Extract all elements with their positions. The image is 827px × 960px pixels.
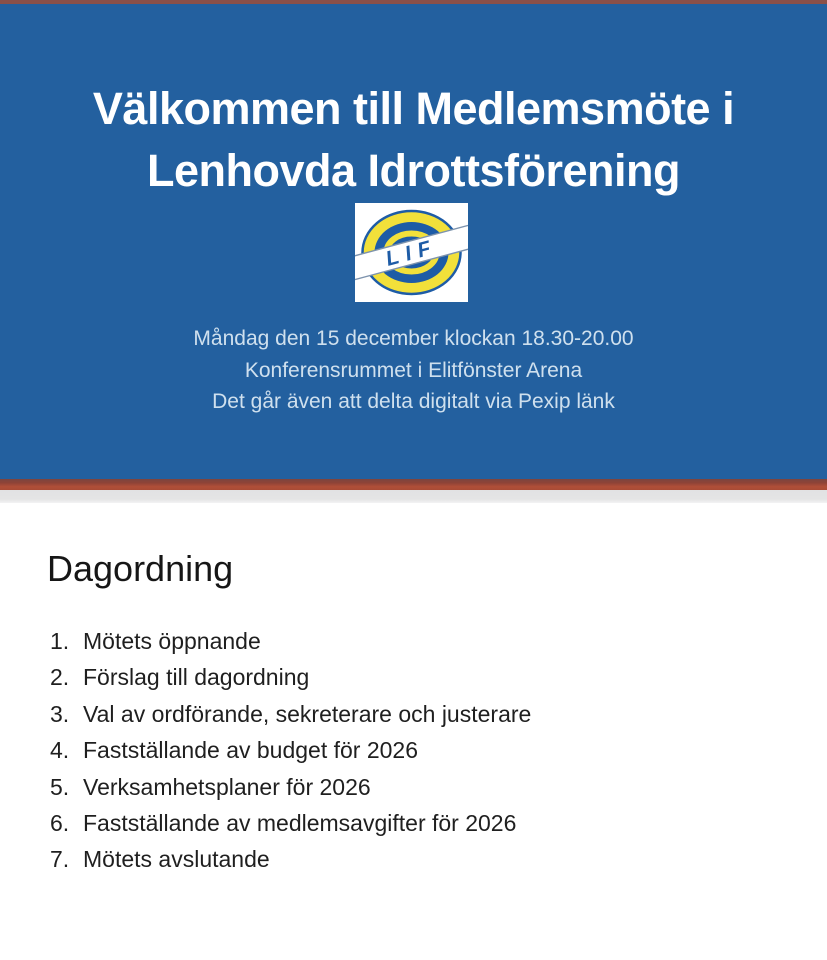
agenda-item-number: 7. (50, 846, 70, 873)
agenda-item-text: Fastställande av budget för 2026 (83, 737, 419, 764)
agenda-list (50, 623, 780, 878)
agenda-item-text: Val av ordförande, sekreterare och justerare (83, 700, 532, 727)
agenda-item-text: Mötets avslutande (83, 846, 270, 873)
agenda-item-number: 2. (50, 664, 70, 691)
meeting-date-line: Måndag den 15 december klockan 18.30-20.00 (193, 327, 634, 350)
agenda-item-number: 5. (50, 773, 70, 800)
divider-rust (0, 479, 827, 490)
agenda-item (50, 769, 780, 805)
agenda-item-number: 3. (50, 700, 70, 727)
lif-logo-text: LIF (383, 235, 440, 271)
agenda-item-text: Fastställande av medlemsavgifter för 2026 (83, 810, 517, 837)
slide-title-line2: Lenhovda Idrottsförening (147, 145, 680, 196)
agenda-item-text: Mötets öppnande (83, 628, 261, 654)
slide-title-line1: Välkommen till Medlemsmöte i (92, 83, 735, 134)
agenda-item-number: 1. (50, 628, 70, 654)
agenda-item-text: Förslag till dagordning (83, 664, 310, 691)
meeting-digital-line: Det går även att delta digitalt via Pexip länk (212, 390, 615, 413)
agenda-item (50, 805, 780, 841)
agenda-item-text: Verksamhetsplaner för 2026 (83, 773, 371, 800)
slide-title (0, 78, 827, 202)
divider-gray (0, 490, 827, 503)
agenda-item (50, 659, 780, 695)
agenda-item-number: 6. (50, 810, 70, 837)
slide-banner (0, 4, 827, 479)
agenda-item (50, 696, 780, 732)
club-logo (355, 203, 468, 302)
agenda-item (50, 732, 780, 768)
agenda-item (50, 623, 780, 659)
agenda-item (50, 841, 780, 877)
meeting-details (0, 323, 827, 418)
agenda-heading: Dagordning (47, 548, 234, 589)
agenda-item-number: 4. (50, 737, 70, 764)
meeting-location-line: Konferensrummet i Elitfönster Arena (244, 358, 583, 382)
lif-logo-icon (355, 203, 468, 302)
